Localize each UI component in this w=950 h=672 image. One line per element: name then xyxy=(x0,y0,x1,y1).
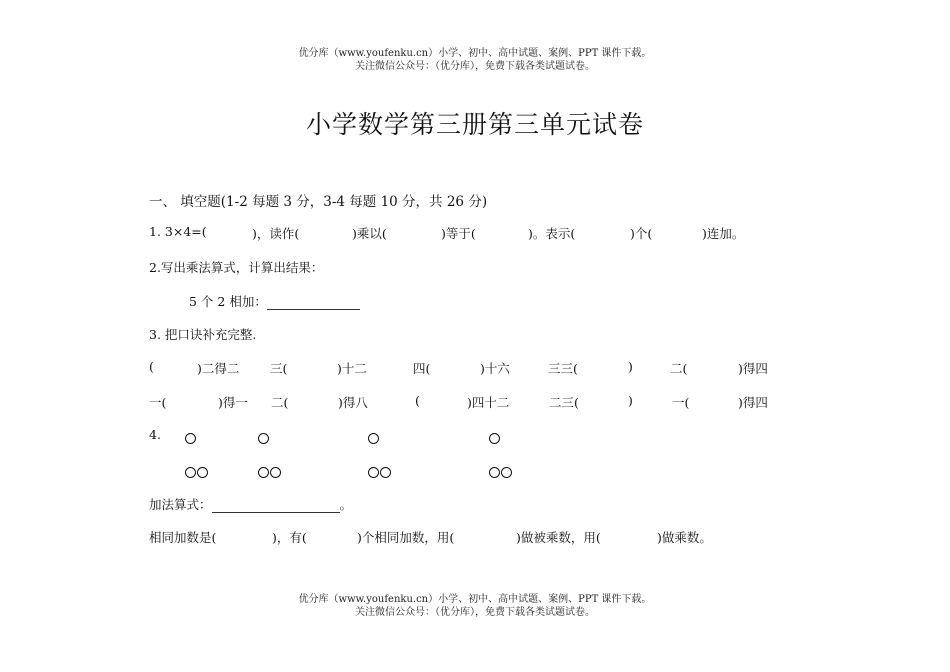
circle-group xyxy=(185,462,209,481)
q4-final-e: )做乘数。 xyxy=(657,530,712,545)
q4-final-d: )做被乘数，用( xyxy=(516,530,601,545)
q2-item-label: 5 个 2 相加： xyxy=(189,294,267,309)
circle-icon xyxy=(380,467,391,478)
q3-r1-c5: )十六 xyxy=(480,361,510,376)
q4-add-answer-line[interactable] xyxy=(212,499,340,513)
q3-r2-c9: )得四 xyxy=(738,395,768,410)
q4-final-a: 相同加数是( xyxy=(149,530,217,545)
q3-r1-c3: )十二 xyxy=(337,361,367,376)
q3-prompt: 3. 把口诀补充完整. xyxy=(149,327,257,342)
q4-label: 4. xyxy=(149,427,161,442)
circle-icon xyxy=(489,467,500,478)
q1-part-d: )等于( xyxy=(441,226,476,241)
q1-part-c: )乘以( xyxy=(352,226,387,241)
q4-addition xyxy=(149,495,352,513)
q4-final-c: )个相同加数，用( xyxy=(357,530,455,545)
circle-icon xyxy=(270,467,281,478)
circle-icon xyxy=(197,467,208,478)
q2-item xyxy=(189,292,360,310)
q1-part-a: 1. 3×4=( xyxy=(149,224,207,239)
circle-group xyxy=(185,428,197,447)
q3-r1-c7: ) xyxy=(628,359,633,374)
q4-add-end: 。 xyxy=(339,497,353,512)
circle-icon xyxy=(258,467,269,478)
circle-group xyxy=(489,428,501,447)
q3-r1-c4: 四( xyxy=(413,361,431,376)
q3-r1-c9: )得四 xyxy=(738,361,768,376)
q3-r1-c6: 三三( xyxy=(548,361,578,376)
q1-part-f: )个( xyxy=(630,226,653,241)
footer-line-2: 关注微信公众号：（优分库），免费下载各类试题试卷。 xyxy=(355,607,595,618)
q3-r2-c6: 二三( xyxy=(549,395,579,410)
q3-r1-c2: 三( xyxy=(270,361,288,376)
q3-r2-c0: 一( xyxy=(149,395,167,410)
circle-group xyxy=(368,428,380,447)
page-title: 小学数学第三册第三单元试卷 xyxy=(305,110,644,139)
q2-prompt: 2.写出乘法算式，计算出结果： xyxy=(149,260,324,275)
circle-group xyxy=(258,428,270,447)
q1-part-b: )，读作( xyxy=(252,226,300,241)
footer-line-1: 优分库（www.youfenku.cn）小学、初中、高中试题、案例、PPT 课件下载。 xyxy=(298,594,652,605)
circle-group xyxy=(368,462,392,481)
circle-icon xyxy=(501,467,512,478)
q3-r1-c1: )二得二 xyxy=(197,361,240,376)
circle-icon xyxy=(185,467,196,478)
section-heading: 一、 填空题(1-2 每题 3 分，3-4 每题 10 分，共 26 分) xyxy=(149,194,488,210)
q4-add-label: 加法算式： xyxy=(149,497,212,512)
q3-r2-c3: )得八 xyxy=(338,395,368,410)
q1-part-g: )连加。 xyxy=(702,226,745,241)
circle-icon xyxy=(368,467,379,478)
q3-r2-c4: ( xyxy=(415,393,420,408)
header-line-1: 优分库（www.youfenku.cn）小学、初中、高中试题、案例、PPT 课件下载。 xyxy=(298,48,652,59)
circle-icon xyxy=(489,433,500,444)
circle-icon xyxy=(185,433,196,444)
q3-r1-c8: 二( xyxy=(670,361,688,376)
header-line-2: 关注微信公众号：（优分库），免费下载各类试题试卷。 xyxy=(355,61,595,72)
q3-r1-c0: ( xyxy=(149,359,154,374)
circle-group xyxy=(258,462,282,481)
q3-r2-c5: )四十二 xyxy=(467,395,510,410)
circle-group xyxy=(489,462,513,481)
circle-icon xyxy=(258,433,269,444)
q1-part-e: )。表示( xyxy=(528,226,576,241)
q2-answer-line[interactable] xyxy=(267,296,360,310)
circle-icon xyxy=(368,433,379,444)
q3-r2-c7: ) xyxy=(628,393,633,408)
q3-r2-c8: 一( xyxy=(672,395,690,410)
q3-r2-c1: )得一 xyxy=(218,395,248,410)
q3-r2-c2: 二( xyxy=(271,395,289,410)
q4-final-b: )，有( xyxy=(272,530,307,545)
